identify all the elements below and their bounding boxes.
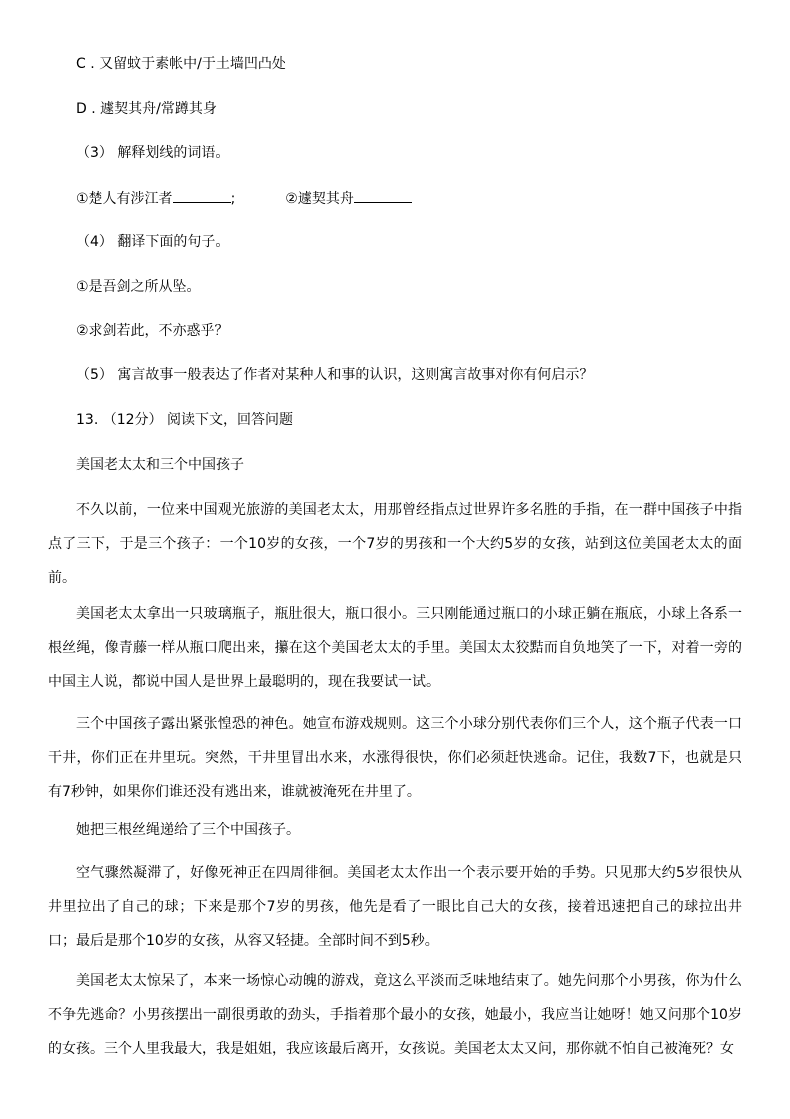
question-3-prompt: （3） 解释划线的词语。 (76, 145, 230, 161)
question-4-prompt: （4） 翻译下面的句子。 (76, 234, 230, 250)
q3-separator: ; (230, 191, 236, 207)
question-13-header: 13. （12分） 阅读下文，回答问题 (76, 412, 293, 428)
option-d: D . 遽契其舟/常蹲其身 (76, 101, 217, 117)
passage-paragraph-1: 不久以前，一位来中国观光旅游的美国老太太，用那曾经指点过世界许多名胜的手指，在一群中国孩子中指点了三下，于是三个孩子：一个10岁的女孩，一个7岁的男孩和一个大约5岁的女孩，站到这位美国老太太的面前。 (48, 502, 742, 586)
passage-paragraph-5: 空气骤然凝滞了，好像死神正在四周徘徊。美国老太太作出一个表示要开始的手势。只见那大约5岁很快从井里拉出了自己的球；下来是那个7岁的男孩，他先是看了一眼比自己大的女孩，接着迅速把自己的球拉出井口；最后是那个10岁的女孩，从容又轻捷。全部时间不到5秒。 (48, 865, 742, 949)
q3-item-2: ②遽契其舟 (285, 191, 354, 207)
q3-item-1: ①楚人有涉江者 (76, 191, 173, 207)
passage-title: 美国老太太和三个中国孩子 (76, 457, 244, 473)
option-c: C . 又留蚊于素帐中/于土墙凹凸处 (76, 56, 286, 72)
question-5-prompt: （5） 寓言故事一般表达了作者对某种人和事的认识，这则寓言故事对你有何启示？ (76, 367, 594, 383)
passage-paragraph-2: 美国老太太拿出一只玻璃瓶子，瓶肚很大，瓶口很小。三只刚能通过瓶口的小球正躺在瓶底，小球上各系一根丝绳，像青藤一样从瓶口爬出来，攥在这个美国老太太的手里。美国太太狡黠而自负地笑了一下，对着一旁的中国主人说，都说中国人是世界上最聪明的，现在我要试一试。 (48, 606, 742, 690)
question-3-items (76, 188, 412, 209)
question-4-sentence-2: ②求剑若此，不亦惑乎？ (76, 323, 229, 339)
passage-paragraph-3: 三个中国孩子露出紧张惶恐的神色。她宣布游戏规则。这三个小球分别代表你们三个人，这个瓶子代表一口干井，你们正在井里玩。突然，干井里冒出水来，水涨得很快，你们必须赶快逃命。记住，我数7下，也就是只有7秒钟，如果你们谁还没有逃出来，谁就被淹死在井里了。 (48, 716, 742, 800)
answer-blank-1[interactable] (173, 188, 231, 203)
answer-blank-2[interactable] (354, 188, 412, 203)
passage-paragraph-4: 她把三根丝绳递给了三个中国孩子。 (76, 822, 300, 838)
passage-paragraph-6: 美国老太太惊呆了，本来一场惊心动魄的游戏，竟这么平淡而乏味地结束了。她先问那个小男孩，你为什么不争先逃命？小男孩摆出一副很勇敢的劲头，手指着那个最小的女孩，她最小，我应当让她呀！她又问那个10岁的女孩。三个人里我最大，我是姐姐，我应该最后离开，女孩说。美国老太太又问，那你就不怕自己被淹死？女 (48, 973, 742, 1057)
question-4-sentence-1: ①是吾剑之所从坠。 (76, 279, 201, 295)
